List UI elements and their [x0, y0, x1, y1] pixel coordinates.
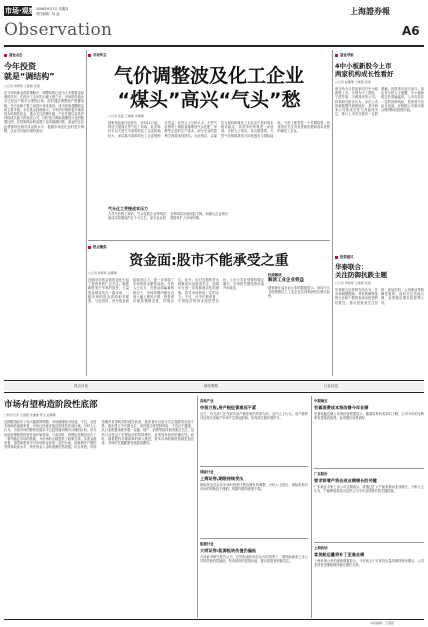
left-byline: □记者 周婷婷 王媛媛 报道	[4, 84, 40, 88]
date-line: 2006年6月2日 星期四	[36, 7, 69, 11]
lead-sidebar-body: 天然气价格上调后，气头化肥企业每吨尿素成本将增加约五十元左右，部分企业的毛利率将出现明显下降，而煤头企业则有望借机扩大市场份额。	[108, 212, 228, 221]
mid-body: 近期市场资金面的变化引起了投资者的广泛关注。随着新股发行节奏的加快，大量资金被冻结在一级市场，二级市场的资金供给相对紧张。与此同时，部分基金面临赎回压力，进一步加剧了市场的资金紧张局面。分析人士认为，在资金面偏紧的情况下，市场短期内难以出现大幅上涨的行情，投资者应保持谨慎态度，控制仓位。此外，央行近期的货币政策动向也值得关注，如果出台进一步收紧流动性的措施，将对市场构成一定的压力。不过，从中长期来看，中国经济的基本面依然良好，上市公司业绩保持稳定增长，市场的长期投资价值并未改变。	[88, 278, 264, 304]
brief-head-6: 客货航运量将补丁至高业绩	[314, 552, 365, 557]
left-body: 在今年的基金投资策略中，调整结构已成为大多数基金经理的共识。在经历了去年的大幅上涨之后，市场的估值水平已经处于相对合理的区间，此时通过调整资产配置结构，在行业和个股之间进行优化选择，成为获取超额收益的主要手段。多位基金经理表示，今年的行情将更多地体现为结构性机会，重点关注消费升级、产业升级以及具有持续成长能力的优质公司，同时适当降低周期性行业的配置比例，在控制风险的前提下追求稳健回报，基金的仓位也将保持在相对灵活的水平，根据市场变化及时进行调整，以应对可能出现的波动。	[4, 91, 84, 133]
right-sub-tag: 投资建议	[340, 255, 354, 259]
right-tag: 基金导航	[340, 53, 354, 57]
right-sub-headline: 华泰联合： 关注防御抗跌主题	[335, 263, 387, 279]
brief-tag-2: 保险行业	[200, 470, 214, 474]
right-sub-body: 华泰联合证券研究所认为，在市场调整期间，具有防御特征的行业和个股将表现出较强的抗跌性，建议投资者关注医药、食品饮料、公用事业等防御性板块，同时关注估值合理、业绩稳定增长的蓝筹公司。	[335, 288, 424, 305]
brief-body-1: 近日，有关部门正在研究房产税征收的具体办法，业内人士认为，房产税的开征将对房地产市场产生深远影响，但具体实施仍需时日。	[200, 412, 308, 421]
right-sub-byline: □记者 周婷婷 王媛媛 报道	[335, 281, 371, 285]
masthead	[0, 0, 428, 45]
section-title-en: Observation	[4, 20, 113, 40]
column-divider	[197, 396, 198, 618]
mid-tag: 热点聚焦	[93, 245, 107, 249]
brief-head-2: 上海证券,期限持续受压	[200, 476, 244, 481]
brief-body-3: 大同证券研究报告认为，在国际油价高位运行的背景下，国内能源类上市公司的估值仍然偏低，具有较好的投资价值，建议投资者积极关注。	[200, 555, 308, 564]
brief-head-3: 大同证券:能源板块估值仍偏低	[200, 548, 257, 553]
strip-label-3: 行业信息	[324, 384, 338, 388]
brief-head-5: 要求将增产将会成业绩增长的关键	[314, 478, 377, 483]
lead-sidebar-head: 气头化工受挫成本压力	[108, 206, 148, 211]
strip-label-1: 热点评论	[74, 384, 88, 388]
brief-divider	[200, 466, 308, 467]
masthead-rule	[4, 45, 424, 47]
brief-tag-6: 上海机场	[314, 546, 328, 550]
brief-tag-4: 中期淘宝	[314, 399, 328, 403]
bottom-right-column	[314, 396, 424, 618]
brief-divider	[314, 542, 424, 543]
tag-marker	[88, 246, 91, 249]
right-column	[335, 48, 424, 378]
strip-label-2: 财经观察	[204, 384, 218, 388]
editor-line: 责任编辑：杨 凌	[36, 12, 60, 16]
section-divider	[88, 240, 330, 241]
bottom-left-article	[4, 396, 194, 618]
lead-headline-2: “煤头”高兴“气头”愁	[117, 89, 301, 111]
brief-head-1: 申报万股,房产税征管难而不紧	[200, 405, 257, 410]
page-number: A6	[402, 24, 420, 38]
brief-head-4: 宏碁消费成本将改善今年业绩	[314, 405, 369, 410]
brief-tag-1: 房地产业	[200, 399, 214, 403]
bottom-left-headline: 市场有望构造阶段性底部	[4, 400, 98, 410]
mid-mini-headline: 解读工业企业效益	[268, 278, 304, 283]
bottom-mid-column	[200, 396, 308, 618]
column-divider	[332, 50, 333, 376]
lead-headline-1: 气价调整波及化工企业	[113, 65, 304, 87]
tag-marker	[335, 256, 338, 259]
brief-tag-3: 能源行业	[200, 542, 214, 546]
mid-mini-tag: 权威解读	[268, 273, 282, 277]
right-byline: □记者 赵娜娜 王媛媛 报道	[335, 80, 371, 84]
mid-mini-body: 国家统计局日前公布的数据显示，前四个月全国规模以上工业企业实现利润同比增长较快。	[268, 286, 330, 299]
left-tag: 基金点击	[9, 53, 23, 57]
brief-body-4: 宏碁电脑近期公布的经营数据显示，随着原材料成本的下降，公司今年的毛利率有望得到改善，业绩增长前景看好。	[314, 412, 424, 421]
strip-bar	[4, 382, 424, 391]
mid-article	[88, 242, 330, 378]
brief-divider	[200, 538, 308, 539]
column-divider	[86, 50, 87, 376]
brief-divider	[314, 468, 424, 469]
brief-tag-5: 广东股份	[314, 472, 328, 476]
lead-article	[88, 48, 330, 238]
newspaper-logo: 上海證券報	[350, 6, 390, 16]
lead-byline: □记者 张磊 王媛媛 朱谦谦	[108, 114, 144, 118]
tag-marker	[88, 54, 91, 57]
lead-tag: 市场传言	[93, 53, 107, 57]
brief-body-5: 广东地区多家上市公司近期表示，将通过扩大产能来推动业绩增长，分析人士认为，产能释放将成为这些公司今年业绩增长的关键因素。	[314, 485, 424, 494]
footer-editor: 本版编辑：王媛媛	[370, 621, 395, 625]
right-body: 深交所今日将迎来四只中小板新股上市，分别为中工国际、宁波华翔、天威视讯等公司。机构研究报告认为，本次上市的新股整体质地较好，其中两家公司的成长性尤其值得关注，预计上市首日将有一定的涨幅，投资者可适当参与。但也有分析人士提醒，中小板新股定价普遍偏高，上市后存在一定的回调风险，投资者不宜盲目追高，应根据公司基本面合理判断其投资价值。	[335, 87, 424, 117]
bottom-left-body: 近期股指经历了较大幅度的调整，市场情绪较为低迷。不过，从技术面和估值面来看，市场已经逐步接近阶段性底部区域。分析人士认为，当前市场的整体估值水平已经回落到相对合理的区间，部分优质蓝筹股的投资价值开始显现。与此同时，管理层近期也出台了一系列稳定市场的措施，为市场的企稳提供了政策支持。从资金面来看，虽然新股发行对市场资金形成一定的分流，但新增开户数依然保持较高水平，场外资金入市的意愿仍然较强。综合来看，市场短期内有望构造阶段性底部，投资者可以适当关注超跌的优质个股，逐步建立中长期仓位，但仍需注意控制风险，不宜过于激进。从行业配置角度来看，金融、地产、消费等板块值得重点关注，这些行业受益于宏观经济的持续增长，业绩具有较好的确定性。同时，随着股权分置改革的深入推进，资本市场的制度基础更加完善，市场的长期健康发展值得期待。	[4, 420, 194, 450]
lead-body: 国家发改委日前宣布，自6月1日起，将适当提高天然气出厂价格。此次调价对以天然气为原料的化工企业影响较大，而以煤为原料的化工企业则相对受益。业内人士分析认为，天然气价格的上调将直接增加气头化肥、甲醇等企业的生产成本，部分企业的盈利空间将受到挤压。与此相反，以煤炭为原料的煤化工企业由于原料成本相对稳定，其竞争优势将进一步显现。分析人士指出，从长期来看，天然气价格改革的方向是逐步与国际接轨，气价上涨将是一个长期趋势，投资者应关注具有资源优势和成本优势的煤化工企业。	[108, 121, 330, 138]
strip-rule-top	[4, 380, 424, 381]
column-divider	[311, 396, 312, 618]
bottom-left-byline: □特约记者 王媛媛 朱谦谦 郭文 赵娜娜	[4, 413, 56, 417]
brief-body-6: 上海机场公布的最新数据显示，今年前五个月客货运量均保持较快增长，公司业绩有望继续保持稳定增长态势。	[314, 559, 424, 568]
right-headline: 4中小板新股今上市 两家机构成长性看好	[335, 62, 394, 78]
footer-rule	[4, 619, 424, 620]
tag-marker	[4, 54, 7, 57]
strip-rule-bottom	[4, 392, 424, 393]
left-column	[4, 48, 84, 378]
left-headline: 今年投资 就是“调结构”	[4, 62, 55, 81]
mid-byline: □记者 周婷婷 赵娜娜	[88, 271, 117, 275]
section-title-cn: 市场·观察	[5, 7, 36, 15]
brief-body-2: 保险资金在证券市场的投资比例近期有所调整，分析人士指出，保险机构对市场的判断趋于谨慎，短期内增持意愿不强。	[200, 483, 308, 492]
mid-headline: 资金面:股市不能承受之重	[129, 253, 289, 269]
tag-marker	[335, 54, 338, 57]
